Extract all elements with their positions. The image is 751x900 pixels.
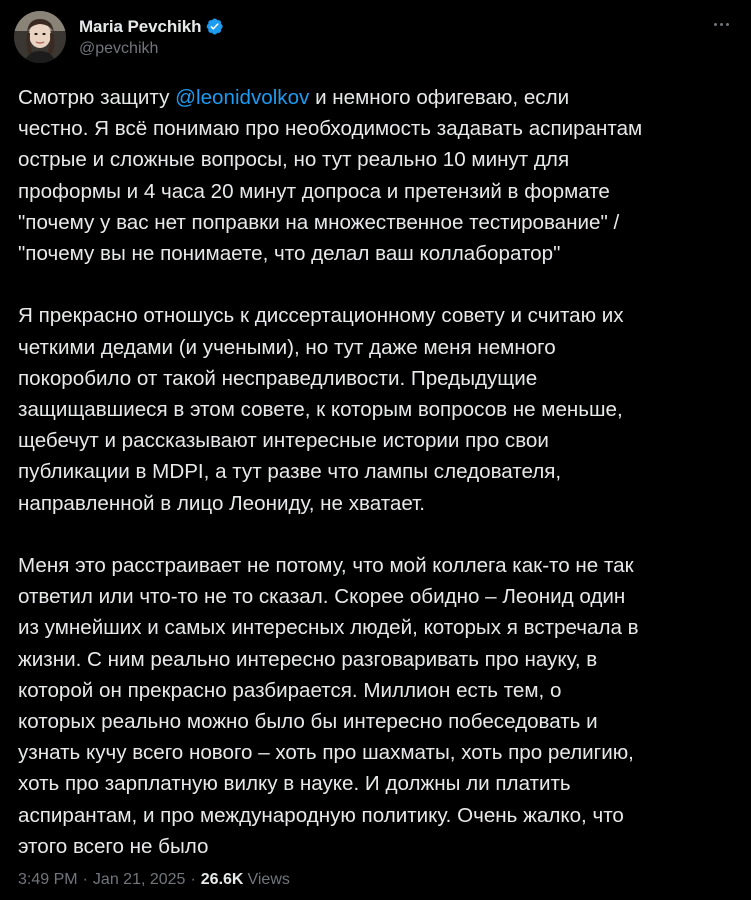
tweet-date[interactable]: Jan 21, 2025	[92, 871, 186, 888]
views-label: Views	[247, 871, 290, 888]
tweet-meta	[18, 871, 290, 889]
author-names	[79, 17, 224, 58]
paragraph-1	[18, 82, 738, 269]
paragraph-2: Я прекрасно отношусь к диссертационному совету и считаю их четкими дедами (и учеными), но тут даже меня немного покоробило от такой несправедливости. Предыдущие защищавшиеся в этом совете, к которым вопросов не меньше, щебечут и рассказывают интересные истории про свои публикации в MDPI, а тут разве что лампы следователя, направленной в лицо Леониду, не хватает.	[18, 304, 624, 515]
meta-separator-2: ·	[190, 871, 196, 888]
avatar-image	[14, 11, 66, 63]
more-options-icon[interactable]	[709, 16, 733, 32]
tweet-text	[18, 82, 738, 862]
author-display-name[interactable]: Maria Pevchikh	[79, 16, 202, 36]
avatar[interactable]	[14, 11, 66, 63]
tweet-header	[14, 10, 224, 64]
mention-link[interactable]: @leonidvolkov	[175, 86, 310, 109]
paragraph-3: Меня это расстраивает не потому, что мой коллега как-то не так ответил или что-то не то сказал. Скорее обидно – Леонид один из умнейших и самых интересных людей, которых я встречала в жизни. С ним реально интересно разговаривать про науку, в которой он прекрасно разбирается. Миллион есть тем, о которых реально можно было бы интересно побеседовать и узнать кучу всего нового – хоть про шахматы, хоть про религию, хоть про зарплатную вилку в науке. И должны ли платить аспирантам, и про международную политику. Очень жалко, что этого всего не было	[18, 554, 639, 858]
views-count[interactable]: 26.6K	[200, 871, 244, 888]
meta-separator: ·	[82, 871, 88, 888]
tweet-time[interactable]: 3:49 PM	[18, 871, 78, 888]
author-handle[interactable]: @pevchikh	[79, 39, 159, 57]
name-row	[79, 17, 224, 37]
paragraph-1-start: Смотрю защиту	[18, 86, 176, 109]
paragraph-1-rest: и немного офигеваю, если честно. Я всё понимаю про необходимость задавать аспирантам острые и сложные вопросы, но тут реально 10 минут для проформы и 4 часа 20 минут допроса и претензий в формате "почему у вас нет поправки на множественное тестирование" / "почему вы не понимаете, что делал ваш коллаборатор"	[18, 86, 643, 266]
verified-badge-icon[interactable]	[205, 17, 224, 36]
